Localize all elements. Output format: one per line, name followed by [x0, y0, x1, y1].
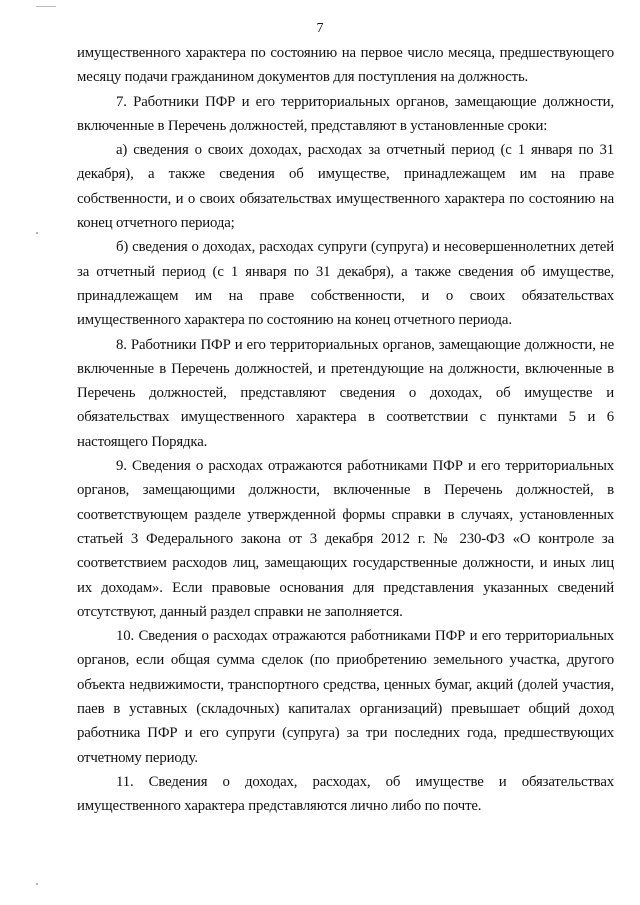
- scan-edge-mark: [36, 6, 56, 7]
- document-body: [77, 41, 614, 819]
- paragraph-8: 8. Работники ПФР и его территориальных органов, замещающие должности, не включенные в Перечень должностей, и претендующие на должности, включенные в Перечень должностей, представляют сведения о доходах, об имуществе и обязательствах имущественного характера в соответствии с пунктами 5 и 6 настоящего Порядка.: [77, 336, 614, 450]
- paragraph-7: 7. Работники ПФР и его территориальных органов, замещающие должности, включенные в Перечень должностей, представляют в установленные сроки:: [77, 93, 614, 134]
- paragraph-9: 9. Сведения о расходах отражаются работниками ПФР и его территориальных органов, замещающими должности, включенные в Перечень должностей, в соответствующем разделе утвержденной формы справки в случаях, установленных статьей 3 Федерального закона от 3 декабря 2012 г. № 230-ФЗ «О контроле за соответствием расходов лиц, замещающих государственные должности, и иных лиц их доходам». Если правовые основания для представления указанных сведений отсутствуют, данный раздел справки не заполняется.: [77, 458, 614, 620]
- paragraph-10: 10. Сведения о расходах отражаются работниками ПФР и его территориальных органов, если общая сумма сделок (по приобретению земельного участка, другого объекта недвижимости, транспортного средства, ценных бумаг, акций (долей участия, паев в уставных (складочных) капиталах организаций) превышает общий доход работника ПФР и его супруги (супруга) за три последних года, предшествующих отчетному периоду.: [77, 628, 614, 766]
- paragraph-7a: а) сведения о своих доходах, расходах за отчетный период (с 1 января по 31 декабря), а также сведения об имуществе, принадлежащем им на праве собственности, и о своих обязательствах имущественного характера по состоянию на конец отчетного периода;: [77, 142, 614, 232]
- paragraph-11: 11. Сведения о доходах, расходах, об имуществе и обязательствах имущественного характера представляются лично либо по почте.: [77, 773, 614, 815]
- paragraph-continuation: имущественного характера по состоянию на первое число месяца, предшествующего месяцу подачи гражданином документов для поступления на должность.: [77, 45, 614, 86]
- page-number: 7: [316, 21, 324, 36]
- scan-speck: [36, 883, 38, 885]
- paragraph-7b: б) сведения о доходах, расходах супруги (супруга) и несовершеннолетних детей за отчетный период (с 1 января по 31 декабря), а также сведения об имуществе, принадлежащем им на праве собственности, и о своих обязательствах имущественного характера по состоянию на конец отчетного периода.: [77, 239, 614, 329]
- scan-speck: [36, 232, 38, 234]
